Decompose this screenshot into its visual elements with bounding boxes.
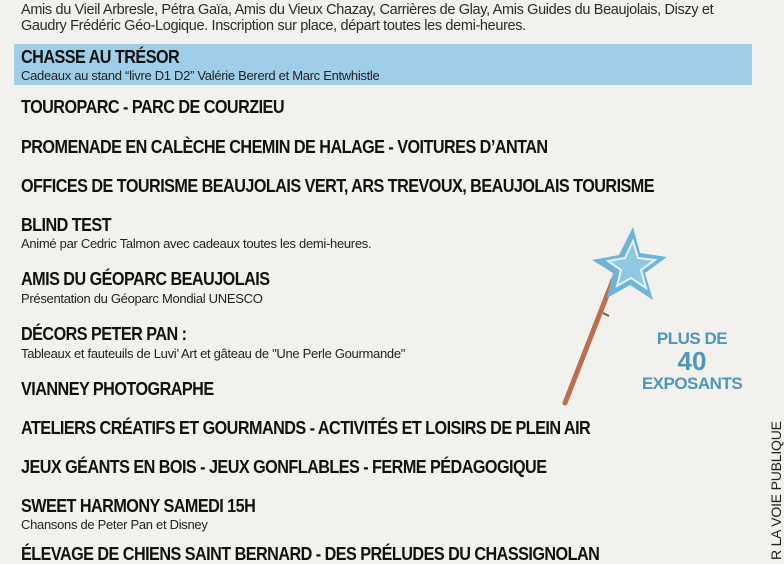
item-title-elevage: ÉLEVAGE DE CHIENS SAINT BERNARD - DES PRÉLUDES DU CHASSIGNOLAN (21, 544, 600, 564)
item-subtitle-chasse: Cadeaux au stand “livre D1 D2” Valérie Bererd et Marc Entwhistle (21, 68, 380, 83)
item-title-touroparc: TOUROPARC - PARC DE COURZIEU (21, 97, 284, 117)
item-title-ateliers: ATELIERS CRÉATIFS ET GOURMANDS - ACTIVITÉS ET LOISIRS DE PLEIN AIR (21, 418, 591, 438)
exhibitors-count-badge (630, 330, 754, 392)
item-subtitle-decors: Tableaux et fauteuils de Luvi’ Art et gâteau de "Une Perle Gourmande" (21, 346, 406, 361)
item-subtitle-sweet-harmony: Chansons de Peter Pan et Disney (21, 517, 208, 532)
intro-line-1: Amis du Vieil Arbresle, Pétra Gaïa, Amis du Vieux Chazay, Carrières de Glay, Amis Guides du Beaujolais, Diszy et (21, 2, 714, 18)
item-title-blind-test: BLIND TEST (21, 215, 111, 235)
exhibitors-count: 40 (677, 346, 707, 376)
item-subtitle-blind-test: Animé par Cedric Talmon avec cadeaux toutes les demi-heures. (21, 236, 372, 251)
exhibitors-label-top: PLUS DE (656, 329, 728, 348)
item-title-jeux: JEUX GÉANTS EN BOIS - JEUX GONFLABLES - FERME PÉDAGOGIQUE (21, 457, 547, 477)
item-subtitle-geoparc: Présentation du Géoparc Mondial UNESCO (21, 291, 263, 306)
item-title-chasse: CHASSE AU TRÉSOR (21, 47, 180, 67)
item-title-vianney: VIANNEY PHOTOGRAPHE (21, 379, 214, 399)
item-title-decors: DÉCORS PETER PAN : (21, 324, 187, 344)
intro-line-2: Gaudry Frédéric Géo-Logique. Inscription sur place, départ toutes les demi-heures. (21, 18, 526, 34)
exhibitors-label-bottom: EXPOSANTS (641, 374, 743, 393)
item-title-sweet-harmony: SWEET HARMONY SAMEDI 15H (21, 496, 256, 516)
item-title-geoparc: AMIS DU GÉOPARC BEAUJOLAIS (21, 269, 270, 289)
item-title-offices: OFFICES DE TOURISME BEAUJOLAIS VERT, ARS TREVOUX, BEAUJOLAIS TOURISME (21, 176, 655, 196)
vertical-side-text: R LA VOIE PUBLIQUE (768, 421, 784, 560)
item-title-caleche: PROMENADE EN CALÈCHE CHEMIN DE HALAGE - VOITURES D’ANTAN (21, 137, 548, 157)
